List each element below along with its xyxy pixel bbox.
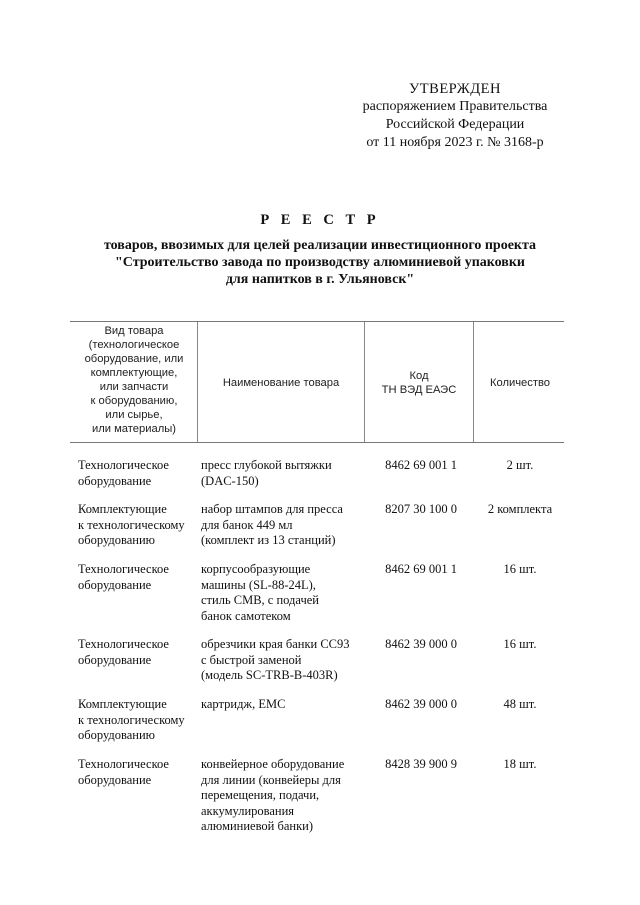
header-quantity: Количество bbox=[489, 377, 551, 389]
cell-goods-name bbox=[201, 757, 361, 835]
cell-text: машины (SL-88-24L), bbox=[201, 577, 316, 592]
cell-text: Комплектующие bbox=[78, 697, 167, 711]
cell-goods-name bbox=[201, 502, 361, 549]
header-code bbox=[366, 369, 472, 397]
header-goods-name: Наименование товара bbox=[222, 377, 340, 389]
cell-goods-name bbox=[201, 562, 361, 624]
header-text: Код bbox=[409, 370, 429, 382]
cell-text: оборудованию bbox=[78, 728, 156, 742]
cell-text: картридж, EMC bbox=[201, 697, 286, 711]
cell-quantity: 48 шт. bbox=[503, 697, 537, 711]
cell-text: перемещения, подачи, bbox=[201, 788, 320, 802]
cell-quantity: 16 шт. bbox=[503, 562, 537, 576]
column-divider bbox=[364, 322, 365, 442]
cell-code: 8207 30 100 0 bbox=[385, 502, 457, 516]
cell-text: стиль CMB, с подачей bbox=[201, 593, 319, 607]
cell-code: 8462 39 000 0 bbox=[385, 637, 457, 651]
cell-code: 8462 39 000 0 bbox=[385, 697, 457, 711]
cell-text: алюминиевой банки) bbox=[201, 819, 313, 833]
cell-text: (DAC-150) bbox=[201, 473, 259, 488]
document-title: Р Е Е С Т Р bbox=[260, 212, 380, 228]
column-divider bbox=[473, 322, 474, 442]
cell-goods-type bbox=[78, 502, 196, 549]
header-text: Вид товара bbox=[104, 325, 164, 337]
header-text: ТН ВЭД ЕАЭС bbox=[381, 384, 457, 396]
header-text: к оборудованию, bbox=[90, 395, 178, 407]
cell-quantity: 16 шт. bbox=[503, 637, 537, 651]
cell-text: к технологическому bbox=[78, 712, 185, 727]
cell-goods-type bbox=[78, 697, 196, 744]
cell-text: оборудование bbox=[78, 473, 152, 488]
subtitle-line: "Строительство завода по производству алюминиевой упаковки bbox=[115, 255, 525, 270]
cell-text: оборудование bbox=[78, 652, 152, 667]
cell-code: 8428 39 900 9 bbox=[385, 757, 457, 771]
header-text: или запчасти bbox=[99, 381, 169, 393]
cell-text: банок самотеком bbox=[201, 608, 291, 623]
approval-line-1: распоряжением Правительства bbox=[362, 99, 548, 114]
cell-quantity: 2 комплекта bbox=[487, 502, 553, 516]
cell-text: с быстрой заменой bbox=[201, 652, 302, 667]
subtitle-line: для напитков в г. Ульяновск" bbox=[225, 272, 415, 287]
cell-quantity: 18 шт. bbox=[503, 757, 537, 771]
approval-stamp: УТВЕРЖДЕН bbox=[409, 81, 501, 97]
cell-text: Технологическое bbox=[78, 458, 169, 472]
column-divider bbox=[197, 322, 198, 442]
table-top-rule bbox=[70, 321, 564, 322]
cell-goods-name bbox=[201, 637, 361, 684]
cell-text: оборудование bbox=[78, 772, 152, 787]
cell-text: к технологическому bbox=[78, 517, 185, 532]
cell-code: 8462 69 001 1 bbox=[385, 562, 457, 576]
header-text: (технологическое bbox=[88, 339, 180, 351]
cell-text: для линии (конвейеры для bbox=[201, 772, 341, 787]
cell-goods-type bbox=[78, 562, 196, 593]
cell-text: Комплектующие bbox=[78, 502, 167, 516]
header-text: или сырье, bbox=[105, 409, 163, 421]
cell-text: Технологическое bbox=[78, 757, 169, 771]
cell-goods-name bbox=[201, 458, 361, 489]
cell-text: (модель SC-TRB-B-403R) bbox=[201, 668, 338, 682]
cell-goods-type bbox=[78, 637, 196, 668]
cell-text: корпусообразующие bbox=[201, 562, 311, 576]
approval-line-3: от 11 ноября 2023 г. № 3168-р bbox=[366, 135, 544, 150]
cell-text: оборудованию bbox=[78, 533, 156, 547]
cell-goods-name bbox=[201, 697, 361, 713]
cell-code: 8462 69 001 1 bbox=[385, 458, 457, 472]
table-header-bottom-rule bbox=[70, 442, 564, 443]
cell-text: пресс глубокой вытяжки bbox=[201, 458, 332, 472]
cell-quantity: 2 шт. bbox=[506, 458, 534, 472]
cell-text: обрезчики края банки CC93 bbox=[201, 637, 350, 651]
header-text: оборудование, или bbox=[84, 353, 184, 365]
cell-text: конвейерное оборудование bbox=[201, 757, 345, 771]
cell-text: аккумулирования bbox=[201, 803, 295, 818]
header-text: или материалы) bbox=[91, 423, 176, 435]
cell-text: для банок 449 мл bbox=[201, 517, 293, 532]
subtitle-line: товаров, ввозимых для целей реализации инвестиционного проекта bbox=[103, 238, 537, 253]
approval-line-2: Российской Федерации bbox=[385, 117, 525, 132]
cell-goods-type bbox=[78, 757, 196, 788]
cell-text: (комплект из 13 станций) bbox=[201, 533, 336, 547]
approval-block bbox=[340, 80, 570, 152]
header-text: комплектующие, bbox=[90, 367, 178, 379]
cell-text: оборудование bbox=[78, 577, 152, 592]
cell-text: набор штампов для пресса bbox=[201, 502, 343, 516]
document-subtitle bbox=[60, 237, 580, 288]
cell-goods-type bbox=[78, 458, 196, 489]
cell-text: Технологическое bbox=[78, 637, 169, 651]
header-goods-type bbox=[72, 324, 196, 436]
cell-text: Технологическое bbox=[78, 562, 169, 576]
